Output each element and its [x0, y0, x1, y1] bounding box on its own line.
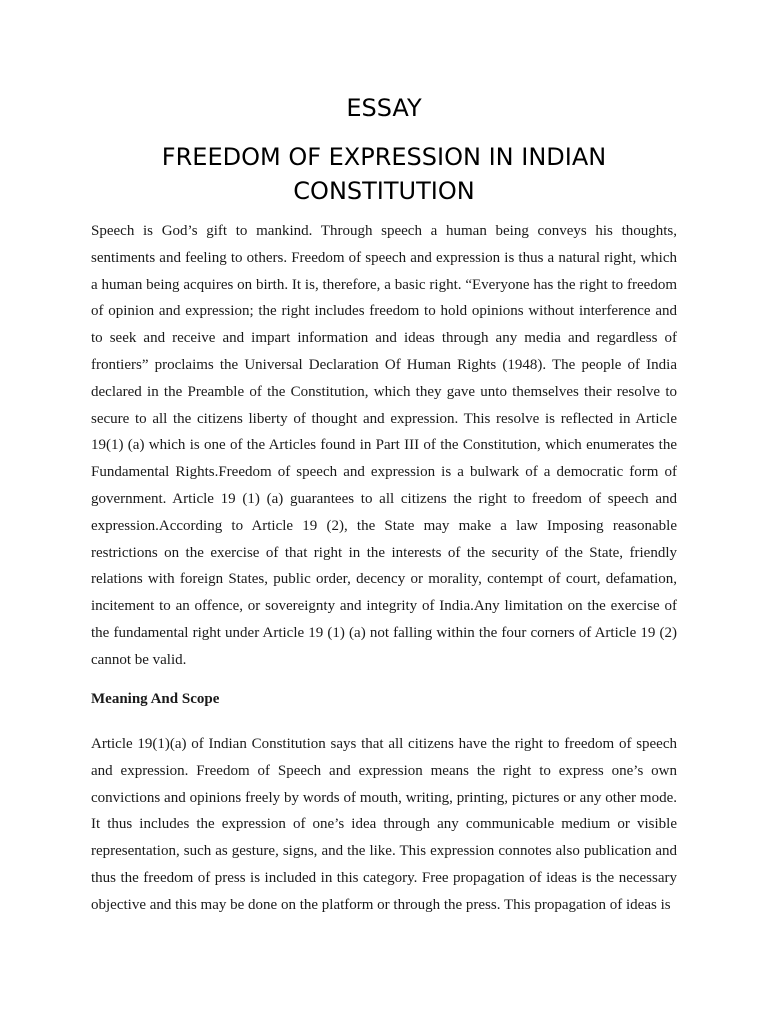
intro-paragraph: Speech is God’s gift to mankind. Through speech a human being conveys his thoughts, sentiments and feeling to others. Freedom of speech and expression is thus a natural right, which a human being acquires on birth. It is, therefore, a basic right. “Everyone has the right to freedom of opinion and expression; the right includes freedom to hold opinions without interference and to seek and receive and impart information and ideas through any media and regardless of frontiers” proclaims the Universal Declaration Of Human Rights (1948). The people of India declared in the Preamble of the Constitution, which they gave unto themselves their resolve to secure to all the citizens liberty of thought and expression. This resolve is reflected in Article 19(1) (a) which is one of the Articles found in Part III of the Constitution, which enumerates the Fundamental Rights.Freedom of speech and expression is a bulwark of a democratic form of government. Article 19 (1) (a) guarantees to all citizens the right to freedom of speech and expression.According to Article 19 (2), the State may make a law Imposing reasonable restrictions on the exercise of that right in the interests of the security of the State, friendly relations with foreign States, public order, decency or morality, contempt of court, defamation, incitement to an offence, or sovereignty and integrity of India.Any limitation on the exercise of the fundamental right under Article 19 (1) (a) not falling within the four corners of Article 19 (2) cannot be valid.	[91, 223, 677, 668]
essay-label: ESSAY	[346, 94, 422, 122]
section-heading: Meaning And Scope	[91, 691, 220, 707]
essay-title: FREEDOM OF EXPRESSION IN INDIAN CONSTITUTION	[161, 143, 607, 205]
scope-paragraph: Article 19(1)(a) of Indian Constitution says that all citizens have the right to freedom of speech and expression. Freedom of Speech and expression means the right to express one’s own convictions and opinions freely by words of mouth, writing, printing, pictures or any other mode. It thus includes the expression of one’s idea through any communicable medium or visible representation, such as gesture, signs, and the like. This expression connotes also publication and thus the freedom of press is included in this category. Free propagation of ideas is the necessary objective and this may be done on the platform or through the press. This propagation of ideas is	[91, 736, 677, 913]
